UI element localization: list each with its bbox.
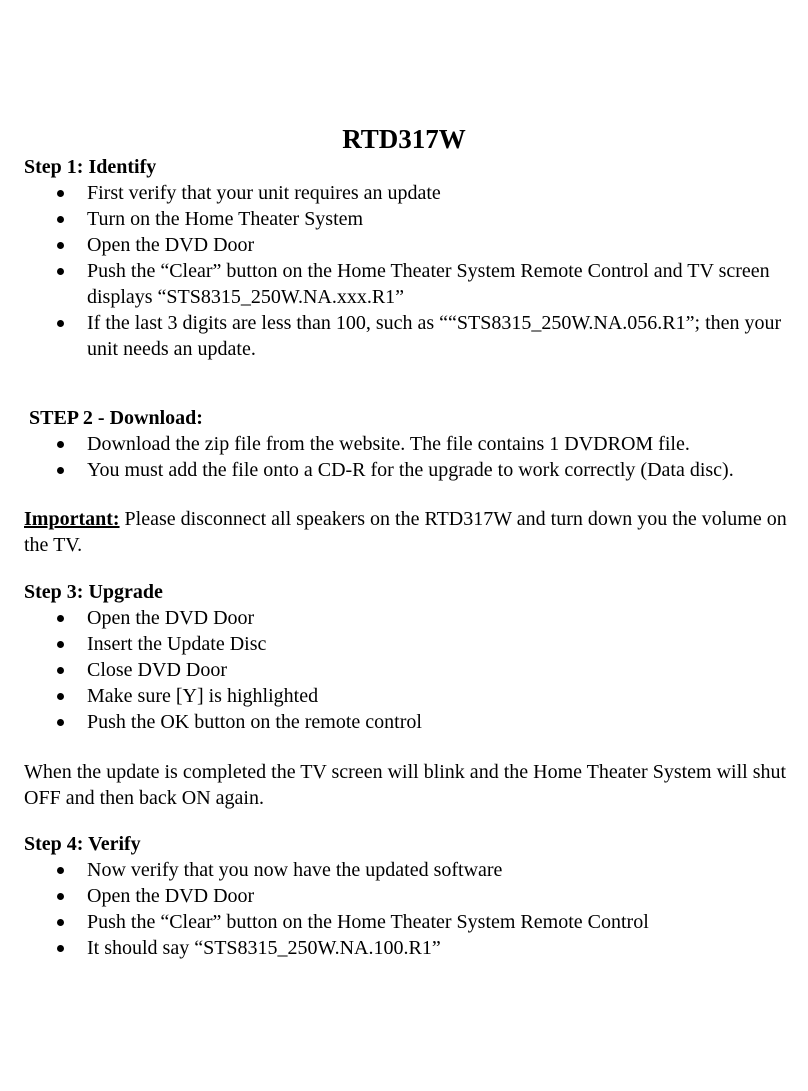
bullet-icon: [57, 693, 64, 700]
list-item: Insert the Update Disc: [0, 631, 808, 657]
step2-list: [0, 431, 808, 483]
bullet-icon: [57, 615, 64, 622]
bullet-icon: [57, 467, 64, 474]
list-item: Open the DVD Door: [0, 605, 808, 631]
list-item: If the last 3 digits are less than 100, such as ““STS8315_250W.NA.056.R1”; then your unit needs an update.: [0, 310, 808, 362]
bullet-icon: [57, 320, 64, 327]
completion-note: When the update is completed the TV screen will blink and the Home Theater System will shut OFF and then back ON again.: [24, 761, 787, 809]
bullet-icon: [57, 719, 64, 726]
bullet-icon: [57, 667, 64, 674]
step1-heading: Step 1: Identify: [24, 156, 157, 178]
step1-list: [0, 180, 808, 362]
list-item: Open the DVD Door: [0, 232, 808, 258]
list-item: It should say “STS8315_250W.NA.100.R1”: [0, 935, 808, 961]
bullet-icon: [57, 919, 64, 926]
list-item: Open the DVD Door: [0, 883, 808, 909]
bullet-icon: [57, 867, 64, 874]
bullet-icon: [57, 893, 64, 900]
bullet-icon: [57, 190, 64, 197]
list-item: Push the “Clear” button on the Home Theater System Remote Control: [0, 909, 808, 935]
list-item: First verify that your unit requires an update: [0, 180, 808, 206]
bullet-icon: [57, 441, 64, 448]
bullet-icon: [57, 268, 64, 275]
bullet-icon: [57, 242, 64, 249]
step3-list: [0, 605, 808, 735]
step4-list: [0, 857, 808, 961]
list-item: Push the OK button on the remote control: [0, 709, 808, 735]
list-item: Now verify that you now have the updated software: [0, 857, 808, 883]
bullet-icon: [57, 216, 64, 223]
important-label: Important:: [24, 508, 120, 530]
step2-heading: STEP 2 - Download:: [29, 407, 203, 429]
document-title: RTD317W: [342, 124, 466, 154]
important-note: [24, 506, 794, 558]
bullet-icon: [57, 945, 64, 952]
important-text: Please disconnect all speakers on the RTD317W and turn down you the volume on the TV.: [24, 508, 787, 556]
list-item: You must add the file onto a CD-R for the upgrade to work correctly (Data disc).: [0, 457, 808, 483]
bullet-icon: [57, 641, 64, 648]
step4-heading: Step 4: Verify: [24, 833, 141, 855]
list-item: Turn on the Home Theater System: [0, 206, 808, 232]
list-item: Push the “Clear” button on the Home Theater System Remote Control and TV screen displays “STS8315_250W.NA.xxx.R1”: [0, 258, 808, 310]
list-item: Make sure [Y] is highlighted: [0, 683, 808, 709]
list-item: Close DVD Door: [0, 657, 808, 683]
step3-heading: Step 3: Upgrade: [24, 581, 163, 603]
list-item: Download the zip file from the website. The file contains 1 DVDROM file.: [0, 431, 808, 457]
